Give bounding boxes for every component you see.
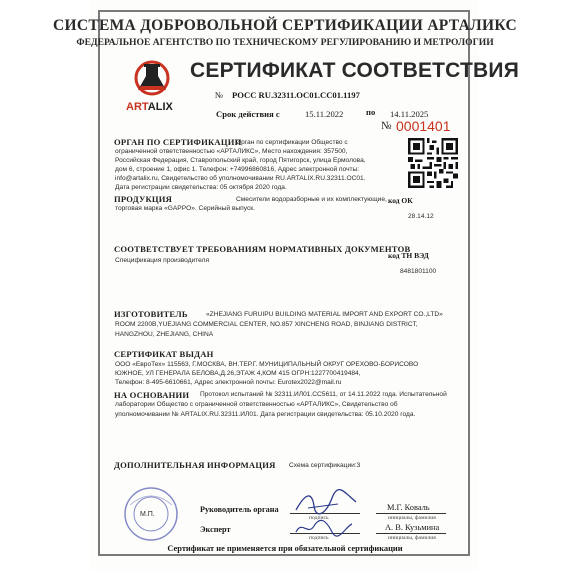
head-signature-icon bbox=[292, 488, 360, 518]
head-sign-caption: подпись bbox=[309, 515, 329, 521]
basis-line-2: уполномочивании № ARTALIX.RU.32311.ИЛ01. Дата регистрации свидетельства: 05.10.2020 года. bbox=[115, 411, 416, 418]
manufacturer-line-2: HANGZHOU, ZHEJIANG, CHINA bbox=[115, 331, 214, 338]
basis-line-0: Протокол испытаний № 32311.ИЛ01.СС5611, от 14.11.2022 года. Испытательной bbox=[200, 391, 447, 398]
cert-body-heading: ОРГАН ПО СЕРТИФИКАЦИИ bbox=[114, 137, 242, 147]
agency-title: ФЕДЕРАЛЬНОЕ АГЕНТСТВО ПО ТЕХНИЧЕСКОМУ РЕГУЛИРОВАНИЮ И МЕТРОЛОГИИ bbox=[76, 37, 494, 48]
additional-heading: ДОПОЛНИТЕЛЬНАЯ ИНФОРМАЦИЯ bbox=[114, 460, 276, 470]
head-name-caption: инициалы, фамилия bbox=[388, 515, 436, 521]
cert-body-line-2: Российская Федерация, Ставропольский край, город Пятигорск, улица Ермолова, bbox=[115, 157, 366, 164]
expert-label: Эксперт bbox=[200, 525, 231, 534]
valid-from-label: Срок действия с bbox=[216, 109, 280, 119]
issued-to-line-2: Телефон: 8-495-6610661, Адрес электронной почты: Eurotex2022@mail.ru bbox=[115, 379, 342, 386]
reg-no-value: РОСС RU.32311.ОС01.СС01.1197 bbox=[232, 90, 360, 100]
serial-label: № bbox=[381, 120, 392, 132]
qr-code-icon bbox=[408, 138, 458, 188]
valid-from-value: 15.11.2022 bbox=[305, 109, 344, 119]
product-line-1: торговая марка «GAPPO». Серийный выпуск. bbox=[115, 205, 255, 212]
system-title: СИСТЕМА ДОБРОВОЛЬНОЙ СЕРТИФИКАЦИИ АРТАЛИКС bbox=[53, 17, 517, 34]
cert-body-line-3: дом 6, строение 1, офис 1. Телефон: +74996860816, Адрес электронной почты: bbox=[115, 166, 360, 173]
valid-to-label: по bbox=[366, 107, 376, 117]
reg-no-label: № bbox=[215, 90, 224, 100]
basis-line-1: лаборатории Общество с ограниченной ответственностью «АРТАЛИКС», Свидетельство об bbox=[115, 401, 398, 408]
okp-code-label: код ОК bbox=[388, 196, 413, 205]
cert-body-line-5: Дата регистрации свидетельства: 05 октября 2020 года. bbox=[115, 184, 287, 191]
okp-code-value: 28.14.12 bbox=[408, 213, 434, 220]
serial-number: 0001401 bbox=[396, 118, 451, 134]
manufacturer-heading: ИЗГОТОВИТЕЛЬ bbox=[114, 309, 188, 319]
tnved-code-value: 8481801100 bbox=[400, 268, 437, 275]
manufacturer-line-0: «ZHEJIANG FURUIPU BUILDING MATERIAL IMPORT AND EXPORT CO.,LTD» bbox=[206, 311, 443, 318]
product-line-0: Смесители водоразборные и их комплектующие, bbox=[236, 196, 387, 203]
cert-body-line-1: ограниченной ответственностью «АРТАЛИКС», Место нахождения: 357500, bbox=[115, 148, 348, 155]
head-name: М.Г. Коваль bbox=[387, 503, 430, 512]
expert-sign-caption: подпись bbox=[309, 535, 329, 541]
head-label: Руководитель органа bbox=[200, 505, 279, 514]
expert-name-caption: инициалы, фамилия bbox=[388, 535, 436, 541]
issued-to-line-0: ООО «ЕвроТех» 115563, Г.МОСКВА, ВН.ТЕР.Г. МУНИЦИПАЛЬНЫЙ ОКРУГ ОРЕХОВО-БОРИСОВО bbox=[115, 361, 419, 368]
product-heading: ПРОДУКЦИЯ bbox=[114, 194, 173, 204]
basis-heading: НА ОСНОВАНИИ bbox=[114, 390, 190, 400]
requirements-heading: СООТВЕТСТВУЕТ ТРЕБОВАНИЯМ НОРМАТИВНЫХ ДОКУМЕНТОВ bbox=[114, 244, 411, 254]
expert-name: А. В. Кузьмина bbox=[385, 523, 440, 532]
cert-body-line-4: info@artalix.ru, Свидетельство об уполномочивании RU.АRTALIX.RU.32311.ОС01. bbox=[115, 175, 366, 182]
scheme-text: Схема сертификации:3 bbox=[289, 462, 361, 469]
manufacturer-line-1: ROOM 2200B,YUEJIANG COMMERCIAL CENTER, NO.857 XINCHENG ROAD, BINJIANG DISTRICT, bbox=[115, 321, 418, 328]
valid-to-value: 14.11.2025 bbox=[390, 109, 429, 119]
issued-to-line-1: ЮЖНОЕ, УЛ ГЕНЕРАЛА БЕЛОВА,Д.26,ЭТАЖ 4,КОМ 415 ОГРН:1227700419484, bbox=[115, 370, 361, 377]
tnved-code-label: код ТН ВЭД bbox=[388, 251, 429, 260]
requirements-text: Спецификация производителя bbox=[115, 257, 210, 264]
logo-text: ARTALIX bbox=[126, 101, 173, 113]
cert-body-line-0: Орган по сертификации Общество с bbox=[236, 139, 348, 146]
issued-to-heading: СЕРТИФИКАТ ВЫДАН bbox=[114, 349, 214, 359]
head-name-line bbox=[376, 513, 446, 514]
stamp-label: М.П. bbox=[140, 511, 155, 518]
footer-note: Сертификат не применяется при обязательной сертификации bbox=[167, 544, 403, 553]
certificate-title: СЕРТИФИКАТ СООТВЕТСТВИЯ bbox=[190, 59, 520, 82]
expert-name-line bbox=[376, 533, 446, 534]
